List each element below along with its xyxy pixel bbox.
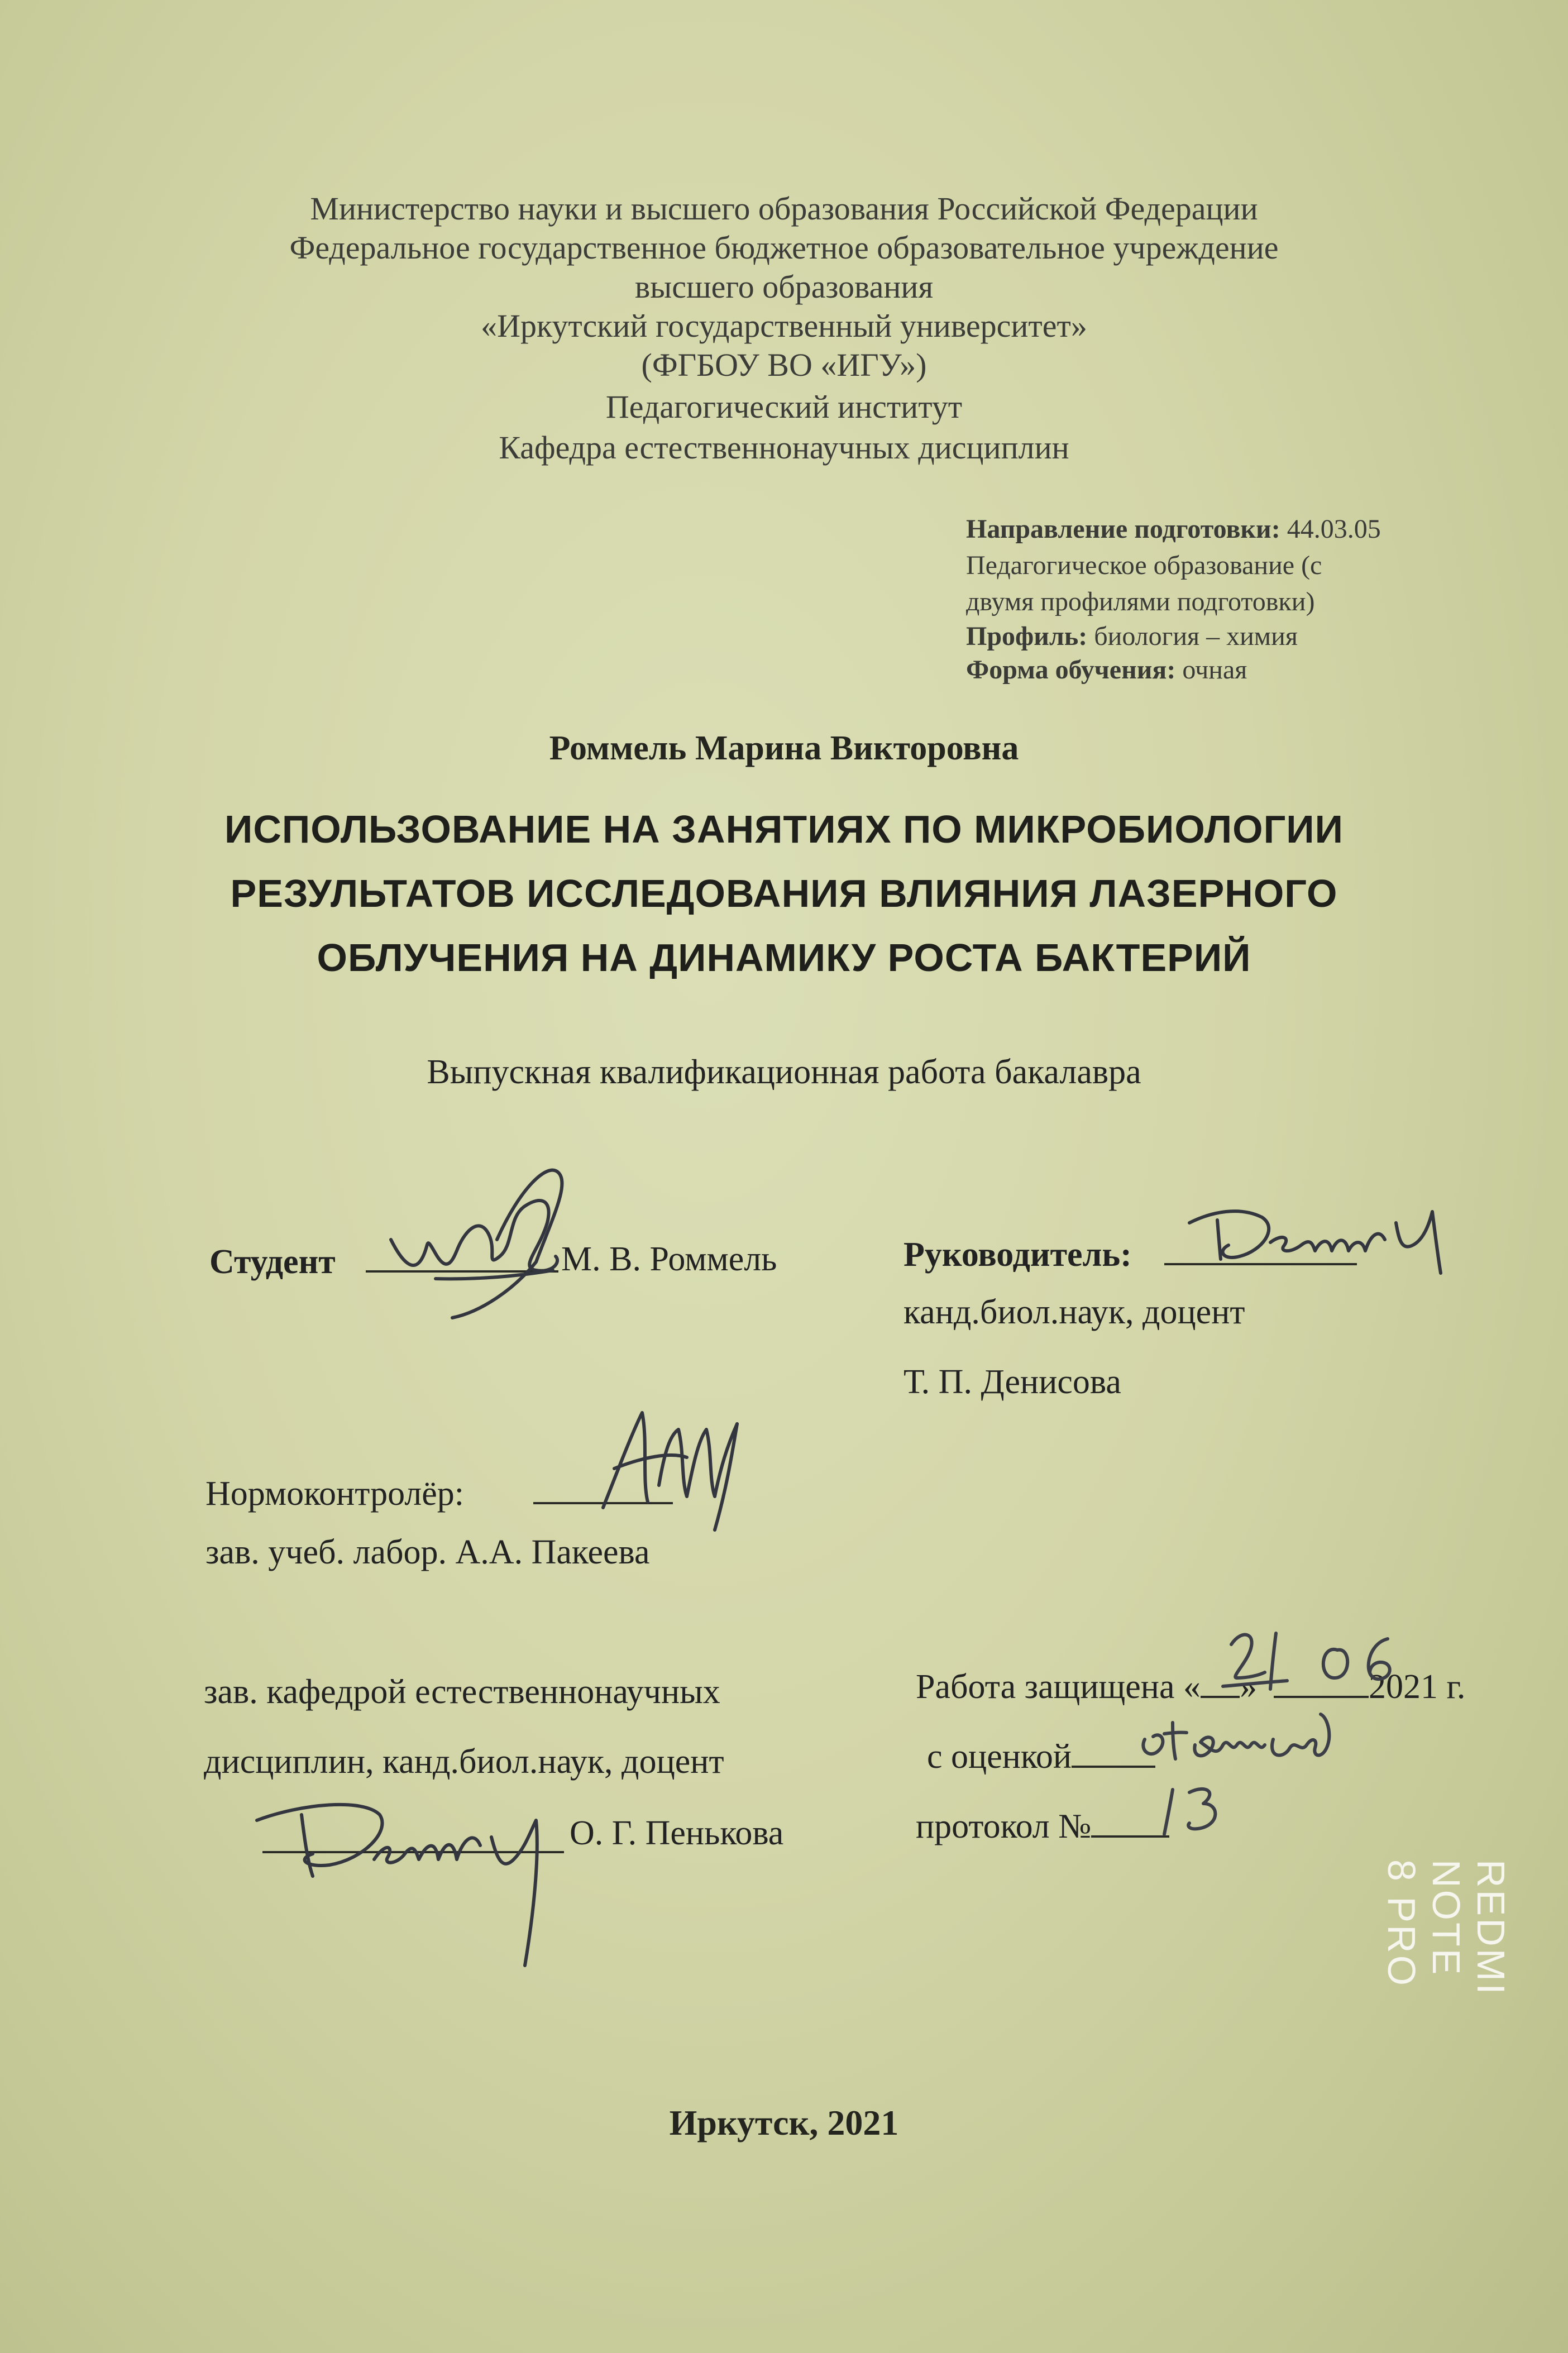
head-position-line-1: зав. кафедрой естественнонаучных bbox=[204, 1673, 720, 1711]
education-level-line: высшего образования bbox=[634, 269, 934, 305]
study-form-label: Форма обучения: bbox=[966, 655, 1176, 685]
supervisor-degree: канд.биол.наук, доцент bbox=[903, 1293, 1245, 1331]
student-name: М. В. Роммель bbox=[561, 1240, 777, 1278]
camera-watermark: REDMI NOTE 8 PRO bbox=[1380, 1859, 1513, 1997]
thesis-title-line-3: ОБЛУЧЕНИЯ НА ДИНАМИКУ РОСТА БАКТЕРИЙ bbox=[317, 936, 1251, 979]
protocol-handwritten bbox=[1150, 1778, 1240, 1840]
supervisor-signature bbox=[1178, 1189, 1469, 1284]
grade-line bbox=[927, 1737, 1155, 1777]
defense-prefix: Работа защищена « bbox=[916, 1668, 1201, 1706]
direction-description-2: двумя профилями подготовки) bbox=[966, 587, 1315, 616]
department-name: Кафедра естественнонаучных дисциплин bbox=[499, 429, 1069, 466]
supervisor-label: Руководитель: bbox=[903, 1236, 1132, 1274]
university-abbr: (ФГБОУ ВО «ИГУ») bbox=[641, 347, 927, 383]
profile-line bbox=[966, 621, 1298, 652]
city-year: Иркутск, 2021 bbox=[669, 2103, 899, 2142]
head-name: О. Г. Пенькова bbox=[570, 1814, 784, 1852]
handwritten-day-image bbox=[1220, 1622, 1298, 1700]
handwritten-month-image bbox=[1309, 1628, 1410, 1695]
direction-line bbox=[966, 514, 1381, 544]
direction-code: 44.03.05 bbox=[1280, 514, 1381, 544]
profile-value: биология – химия bbox=[1087, 621, 1298, 651]
ministry-line: Министерство науки и высшего образования Российской Федерации bbox=[310, 190, 1258, 227]
defense-mid: » bbox=[1240, 1668, 1257, 1706]
thesis-title-line-2: РЕЗУЛЬТАТОВ ИССЛЕДОВАНИЯ ВЛИЯНИЯ ЛАЗЕРНОГО bbox=[230, 872, 1338, 915]
protocol-line bbox=[916, 1806, 1169, 1847]
defense-year: 2021 г. bbox=[1369, 1668, 1466, 1706]
head-signature bbox=[235, 1776, 581, 1988]
grade-handwritten bbox=[1134, 1706, 1335, 1767]
defense-day-handwritten bbox=[1220, 1622, 1298, 1700]
profile-label: Профиль: bbox=[966, 621, 1088, 651]
thesis-title-line-1: ИСПОЛЬЗОВАНИЕ НА ЗАНЯТИЯХ ПО МИКРОБИОЛОГИИ bbox=[224, 807, 1344, 851]
institution-type-line: Федеральное государственное бюджетное образовательное учреждение bbox=[289, 229, 1279, 266]
university-name: «Иркутский государственный университет» bbox=[481, 308, 1087, 344]
study-form-value: очная bbox=[1175, 655, 1247, 685]
head-position-line-2: дисциплин, канд.биол.наук, доцент bbox=[204, 1743, 724, 1781]
student-label: Студент bbox=[209, 1243, 336, 1281]
direction-description-1: Педагогическое образование (с bbox=[966, 551, 1322, 580]
handwritten-grade-image bbox=[1134, 1706, 1335, 1767]
supervisor-name: Т. П. Денисова bbox=[903, 1363, 1121, 1401]
institute-name: Педагогический институт bbox=[605, 389, 963, 425]
grade-label: с оценкой bbox=[927, 1738, 1072, 1776]
protocol-label: протокол № bbox=[916, 1807, 1092, 1845]
defense-month-handwritten bbox=[1309, 1628, 1410, 1695]
normcontrol-position: зав. учеб. лабор. А.А. Пакеева bbox=[205, 1533, 650, 1571]
normcontrol-signature bbox=[581, 1390, 759, 1547]
direction-label: Направление подготовки: bbox=[966, 514, 1280, 544]
normcontrol-label: Нормоконтролёр: bbox=[205, 1475, 464, 1513]
handwritten-protocol-image bbox=[1150, 1778, 1240, 1840]
author-name: Роммель Марина Викторовна bbox=[549, 729, 1019, 767]
study-form-line bbox=[966, 654, 1247, 685]
work-type: Выпускная квалификационная работа бакалавра bbox=[427, 1053, 1141, 1091]
